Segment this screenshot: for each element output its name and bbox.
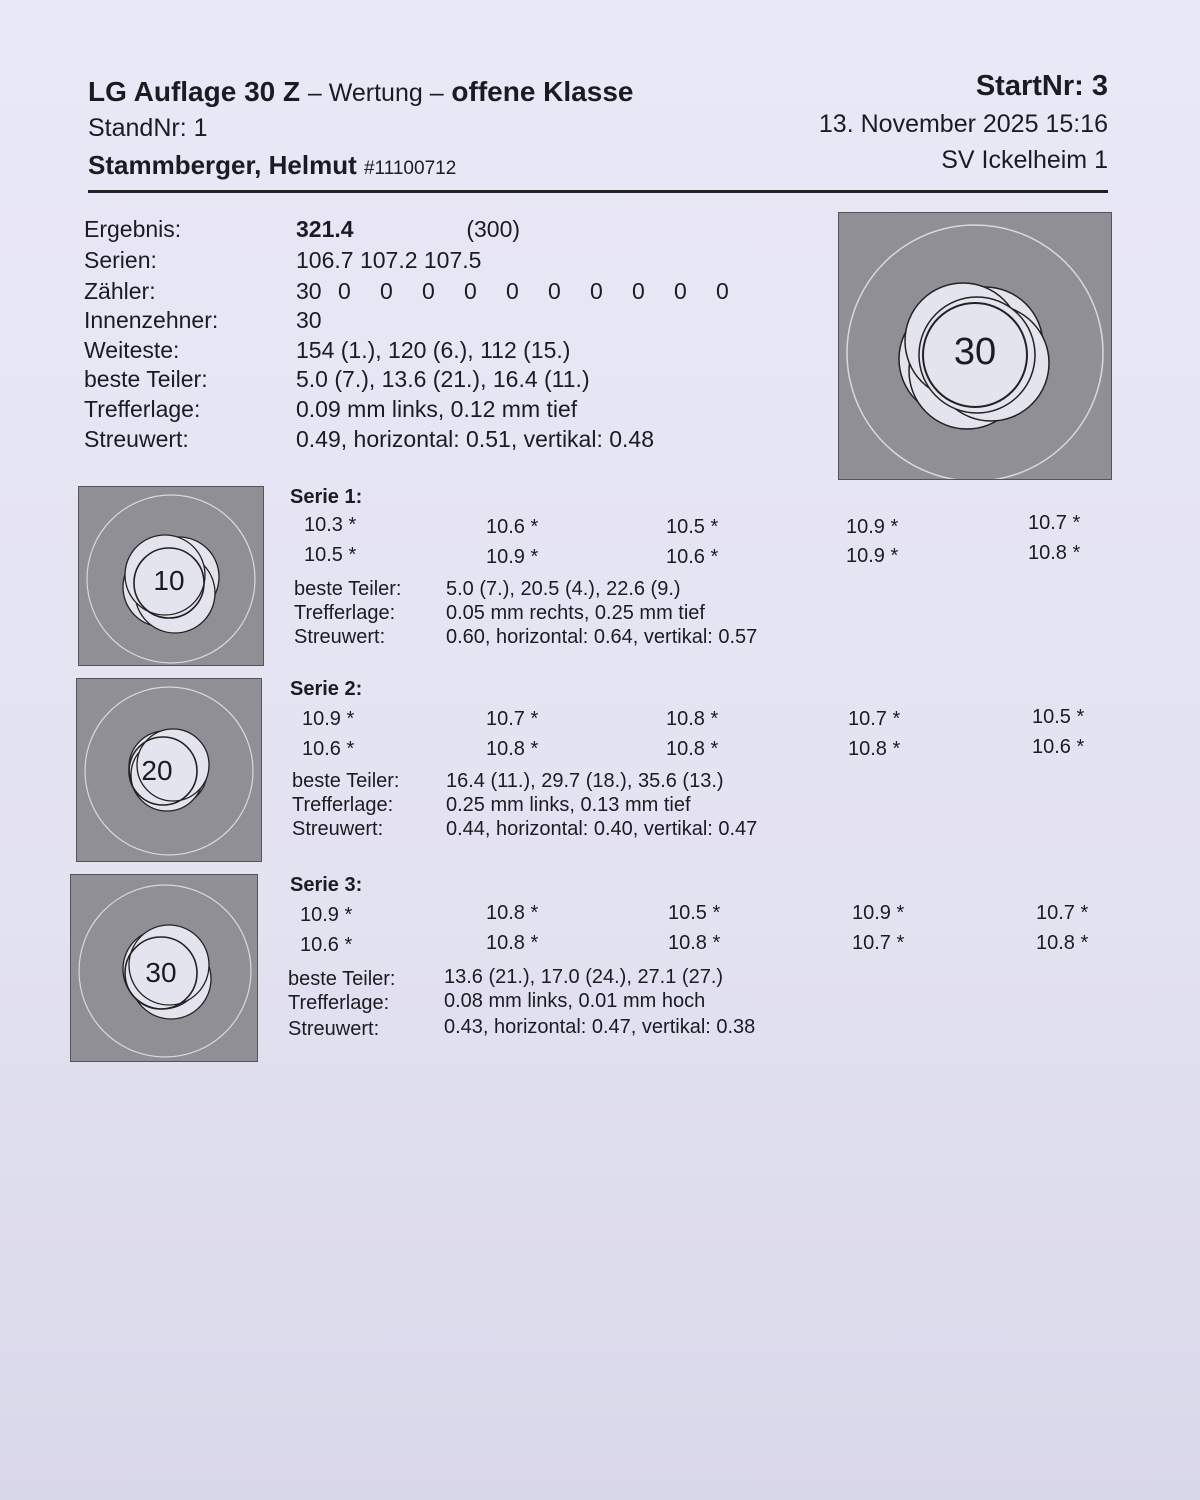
series-3-target-image [70,874,258,1062]
ergebnis-value: 321.4 [296,216,354,242]
zaehler-count: 0 [674,278,687,304]
trefferlage-value: 0.09 mm links, 0.12 mm tief [296,396,578,422]
summary-target-count: 30 [953,331,997,373]
zaehler-count: 0 [380,278,393,304]
shot-value: 10.5 * [304,544,357,566]
start-number: StartNr: 3 [975,70,1108,102]
series-1-target-count: 10 [153,565,185,596]
shot-value: 10.9 * [486,546,539,568]
serien-value: 106.7 107.2 107.5 [296,247,482,273]
streuwert-label: Streuwert: [288,1018,380,1040]
streuwert-label: Streuwert: [294,626,386,648]
shot-value: 10.8 * [666,738,719,760]
shot-value: 10.7 * [1028,512,1081,534]
teiler-value: 5.0 (7.), 20.5 (4.), 22.6 (9.) [446,578,681,600]
shot-value: 10.9 * [300,904,353,926]
teiler-label: beste Teiler: [288,968,396,990]
stand-number: StandNr: 1 [88,114,208,142]
shot-value: 10.8 * [848,738,901,760]
serien-label: Serien: [84,247,157,273]
trefferlage-label: Trefferlage: [84,396,201,422]
teiler-label: beste Teiler: [84,366,208,392]
zaehler-count: 0 [464,278,477,304]
series-2-target-count: 20 [141,755,173,786]
class-title: offene Klasse [451,76,634,107]
date-time: 13. November 2025 15:16 [818,110,1108,138]
streuwert-value: 0.60, horizontal: 0.64, vertikal: 0.57 [446,626,758,648]
zaehler-count: 0 [338,278,351,304]
zaehler-count: 0 [590,278,603,304]
teiler-value: 5.0 (7.), 13.6 (21.), 16.4 (11.) [296,366,590,392]
streuwert-value: 0.44, horizontal: 0.40, vertikal: 0.47 [446,818,758,840]
shot-value: 10.6 * [302,738,355,760]
series-3 [290,874,1110,1044]
shot-value: 10.8 * [668,932,721,954]
shot-value: 10.6 * [666,546,719,568]
summary-target-image [838,212,1112,480]
weiteste-label: Weiteste: [84,337,180,363]
streuwert-value: 0.43, horizontal: 0.47, vertikal: 0.38 [444,1016,756,1038]
shot-value: 10.9 * [302,708,355,730]
zaehler-count: 0 [422,278,435,304]
zaehler-count: 0 [632,278,645,304]
zaehler-values [296,278,758,305]
shot-value: 10.8 * [1036,932,1089,954]
series-title: Serie 2: [290,678,363,700]
shot-value: 10.3 * [304,514,357,536]
series-2-target-image [76,678,262,862]
series-title: Serie 1: [290,486,363,508]
shot-value: 10.9 * [852,902,905,924]
shooter-name: Stammberger, Helmut [88,150,357,180]
club-name: SV Ickelheim 1 [941,146,1108,174]
series-title: Serie 3: [290,874,363,896]
shot-value: 10.6 * [486,516,539,538]
ergebnis-label: Ergebnis: [84,216,182,242]
shot-value: 10.8 * [486,738,539,760]
teiler-label: beste Teiler: [294,578,402,600]
shot-value: 10.7 * [1036,902,1089,924]
streuwert-label: Streuwert: [84,426,189,452]
shot-value: 10.7 * [848,708,901,730]
zaehler-count: 0 [506,278,519,304]
trefferlage-value: 0.05 mm rechts, 0.25 mm tief [446,602,705,624]
ergebnis-max: (300) [466,216,521,242]
weiteste-value: 154 (1.), 120 (6.), 112 (15.) [296,337,571,363]
shot-value: 10.8 * [666,708,719,730]
ergebnis-values [296,216,520,243]
shot-value: 10.6 * [300,934,353,956]
shot-value: 10.5 * [666,516,719,538]
title-separator: – Wertung – [307,79,444,107]
shooter [88,150,456,181]
series-3-target-count: 30 [145,957,177,988]
header-divider [88,190,1108,193]
shot-value: 10.8 * [486,932,539,954]
series-1 [290,486,1110,656]
innenzehner-value: 30 [296,307,322,333]
streuwert-label: Streuwert: [292,818,384,840]
teiler-value: 13.6 (21.), 17.0 (24.), 27.1 (27.) [444,966,724,988]
shot-value: 10.9 * [846,516,899,538]
teiler-label: beste Teiler: [292,770,400,792]
shot-value: 10.5 * [1032,706,1085,728]
trefferlage-label: Trefferlage: [292,794,394,816]
trefferlage-label: Trefferlage: [294,602,396,624]
shot-value: 10.8 * [486,902,539,924]
series-2 [290,678,1110,848]
trefferlage-value: 0.08 mm links, 0.01 mm hoch [444,990,706,1012]
trefferlage-label: Trefferlage: [288,992,390,1014]
shot-value: 10.7 * [852,932,905,954]
shot-value: 10.5 * [668,902,721,924]
zaehler-label: Zähler: [84,278,156,304]
shot-value: 10.6 * [1032,736,1085,758]
trefferlage-value: 0.25 mm links, 0.13 mm tief [446,794,691,816]
zaehler-count: 0 [548,278,561,304]
shooter-id: #11100712 [363,158,457,179]
innenzehner-label: Innenzehner: [84,307,219,333]
streuwert-value: 0.49, horizontal: 0.51, vertikal: 0.48 [296,426,654,452]
competition-title [88,76,633,108]
series-1-target-image [78,486,264,666]
shot-value: 10.8 * [1028,542,1081,564]
zaehler-count: 0 [716,278,729,304]
shot-value: 10.7 * [486,708,539,730]
shot-value: 10.9 * [846,545,899,567]
teiler-value: 16.4 (11.), 29.7 (18.), 35.6 (13.) [446,770,724,792]
zaehler-count: 30 [296,278,322,304]
discipline-title: LG Auflage 30 Z [88,76,301,107]
